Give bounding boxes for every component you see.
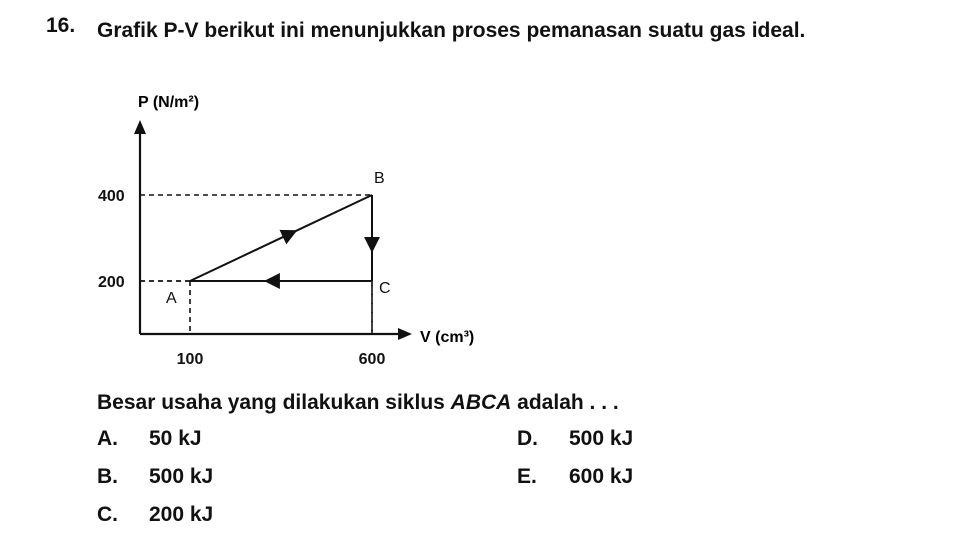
option-value: 600 kJ: [569, 465, 634, 488]
option-letter: B.: [97, 465, 118, 488]
y-tick-label: 200: [98, 274, 125, 291]
point-label-C: C: [379, 280, 391, 297]
option-c[interactable]: [97, 503, 213, 527]
question-number: 16.: [46, 14, 76, 37]
option-b[interactable]: [97, 465, 213, 489]
question-text: Grafik P-V berikut ini menunjukkan proses pemanasan suatu gas ideal.: [97, 19, 806, 42]
option-e[interactable]: [517, 465, 633, 489]
option-a[interactable]: [97, 427, 202, 451]
question-prompt: [97, 391, 619, 415]
point-label-A: A: [166, 290, 177, 307]
pv-diagram: [90, 88, 510, 378]
option-value: 200 kJ: [149, 503, 214, 526]
x-tick-label: 600: [358, 351, 386, 368]
prompt-cycle-name: ABCA: [450, 391, 512, 414]
prompt-text-before: Besar usaha yang dilakukan siklus: [97, 391, 451, 414]
option-value: 500 kJ: [149, 465, 214, 488]
y-axis-arrowhead: [134, 120, 146, 134]
option-letter: C.: [97, 503, 118, 526]
y-tick-label: 400: [98, 188, 125, 205]
x-axis-arrowhead: [398, 328, 412, 340]
y-axis-label: P (N/m²): [138, 94, 200, 111]
x-tick-label: 100: [176, 351, 204, 368]
option-value: 500 kJ: [569, 427, 634, 450]
option-d[interactable]: [517, 427, 633, 451]
x-axis-label: V (cm³): [420, 329, 475, 346]
point-label-B: B: [374, 170, 385, 187]
option-letter: D.: [517, 427, 538, 450]
prompt-text-after: adalah . . .: [511, 391, 619, 414]
option-letter: E.: [517, 465, 537, 488]
option-value: 50 kJ: [149, 427, 202, 450]
process-AB: [190, 195, 372, 281]
option-letter: A.: [97, 427, 118, 450]
